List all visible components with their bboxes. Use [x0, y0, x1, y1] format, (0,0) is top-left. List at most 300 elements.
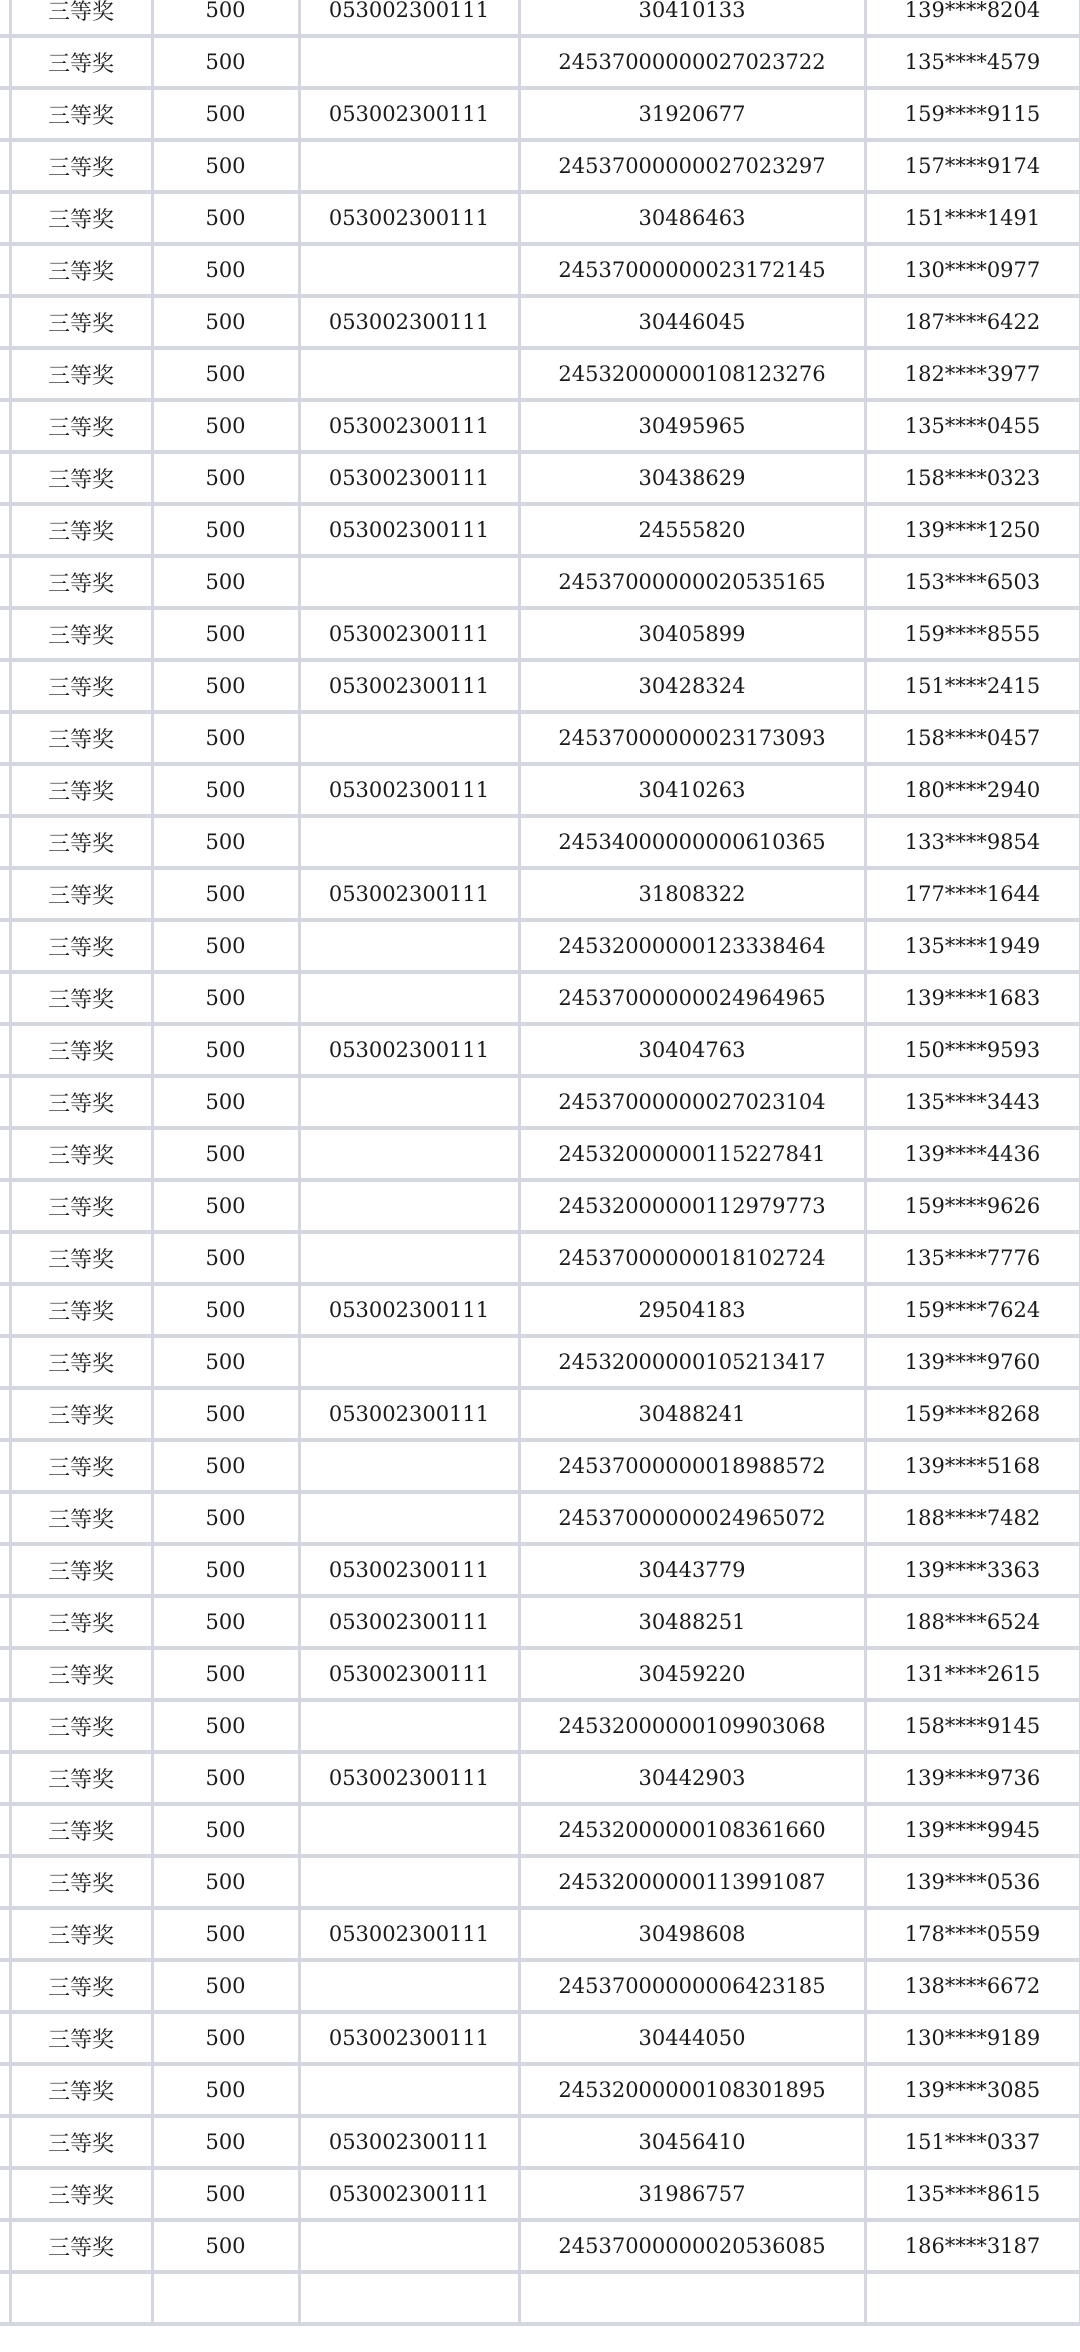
phone-cell: 158****0323	[865, 452, 1080, 504]
row-edge-cell	[0, 868, 10, 920]
table-row	[0, 2116, 1080, 2168]
row-edge-cell	[0, 140, 10, 192]
table-row	[0, 660, 1080, 712]
row-edge-cell	[0, 2220, 10, 2272]
ticket-number-cell: 24537000000027023297	[519, 140, 865, 192]
table-row	[0, 816, 1080, 868]
ticket-number-cell: 24532000000108123276	[519, 348, 865, 400]
row-edge-cell	[0, 1492, 10, 1544]
row-edge-cell	[0, 1232, 10, 1284]
code-cell: 053002300111	[299, 1596, 519, 1648]
row-edge-cell	[0, 1388, 10, 1440]
prize-level-cell: 三等奖	[10, 1544, 152, 1596]
phone-cell: 139****8204	[865, 0, 1080, 36]
code-cell	[299, 920, 519, 972]
table-row	[0, 452, 1080, 504]
amount-cell: 500	[152, 2116, 299, 2168]
ticket-number-cell: 30405899	[519, 608, 865, 660]
code-cell	[299, 1700, 519, 1752]
amount-cell: 500	[152, 972, 299, 1024]
row-edge-cell	[0, 1700, 10, 1752]
table-row	[0, 1700, 1080, 1752]
ticket-number-cell: 24537000000023172145	[519, 244, 865, 296]
phone-cell: 130****0977	[865, 244, 1080, 296]
code-cell	[299, 1076, 519, 1128]
code-cell	[299, 2220, 519, 2272]
table-row	[0, 2064, 1080, 2116]
prize-level-cell: 三等奖	[10, 764, 152, 816]
code-cell	[299, 36, 519, 88]
phone-cell: 159****8268	[865, 1388, 1080, 1440]
phone-cell: 188****7482	[865, 1492, 1080, 1544]
amount-cell: 500	[152, 452, 299, 504]
phone-cell: 139****1250	[865, 504, 1080, 556]
amount-cell: 500	[152, 296, 299, 348]
code-cell: 053002300111	[299, 608, 519, 660]
phone-cell: 159****7624	[865, 1284, 1080, 1336]
prize-level-cell: 三等奖	[10, 36, 152, 88]
ticket-number-cell: 30410263	[519, 764, 865, 816]
phone-cell: 158****9145	[865, 1700, 1080, 1752]
phone-cell: 177****1644	[865, 868, 1080, 920]
phone-cell: 186****3187	[865, 2220, 1080, 2272]
code-cell: 053002300111	[299, 1024, 519, 1076]
code-cell: 053002300111	[299, 2012, 519, 2064]
table-row	[0, 1908, 1080, 1960]
ticket-number-cell: 30438629	[519, 452, 865, 504]
ticket-number-cell: 30456410	[519, 2116, 865, 2168]
phone-cell: 139****0536	[865, 1856, 1080, 1908]
prize-level-cell: 三等奖	[10, 2168, 152, 2220]
prize-level-cell: 三等奖	[10, 972, 152, 1024]
prize-level-cell: 三等奖	[10, 920, 152, 972]
code-cell	[299, 712, 519, 764]
row-edge-cell	[0, 1128, 10, 1180]
prize-level-cell: 三等奖	[10, 400, 152, 452]
phone-cell: 157****9174	[865, 140, 1080, 192]
row-edge-cell	[0, 2064, 10, 2116]
row-edge-cell	[0, 1752, 10, 1804]
ticket-number-cell: 24537000000027023722	[519, 36, 865, 88]
table-row	[0, 764, 1080, 816]
amount-cell: 500	[152, 0, 299, 36]
prize-level-cell: 三等奖	[10, 0, 152, 36]
row-edge-cell	[0, 504, 10, 556]
phone-cell: 133****9854	[865, 816, 1080, 868]
code-cell: 053002300111	[299, 1544, 519, 1596]
prize-level-cell: 三等奖	[10, 1492, 152, 1544]
prize-level-cell: 三等奖	[10, 348, 152, 400]
row-edge-cell	[0, 88, 10, 140]
ticket-number-cell: 24532000000108361660	[519, 1804, 865, 1856]
amount-cell: 500	[152, 348, 299, 400]
amount-cell: 500	[152, 400, 299, 452]
row-edge-cell	[0, 1336, 10, 1388]
prize-level-cell: 三等奖	[10, 1700, 152, 1752]
amount-cell: 500	[152, 1960, 299, 2012]
table-row	[0, 1128, 1080, 1180]
ticket-number-cell: 24537000000023173093	[519, 712, 865, 764]
prize-level-cell: 三等奖	[10, 2220, 152, 2272]
prize-level-cell: 三等奖	[10, 244, 152, 296]
row-edge-cell	[0, 400, 10, 452]
amount-cell: 500	[152, 660, 299, 712]
prize-level-cell: 三等奖	[10, 868, 152, 920]
amount-cell: 500	[152, 556, 299, 608]
table-row	[0, 1960, 1080, 2012]
table-row	[0, 504, 1080, 556]
ticket-number-cell: 30488241	[519, 1388, 865, 1440]
phone-cell: 139****9760	[865, 1336, 1080, 1388]
ticket-number-cell: 30444050	[519, 2012, 865, 2064]
code-cell	[299, 348, 519, 400]
amount-cell: 500	[152, 1284, 299, 1336]
ticket-number-cell: 30410133	[519, 0, 865, 36]
amount-cell: 500	[152, 816, 299, 868]
ticket-number-cell: 31920677	[519, 88, 865, 140]
row-edge-cell	[0, 0, 10, 36]
prize-level-cell: 三等奖	[10, 2064, 152, 2116]
row-edge-cell	[0, 2012, 10, 2064]
prize-level-cell: 三等奖	[10, 712, 152, 764]
code-cell: 053002300111	[299, 504, 519, 556]
code-cell	[299, 1440, 519, 1492]
prize-level-cell: 三等奖	[10, 88, 152, 140]
phone-cell: 131****2615	[865, 1648, 1080, 1700]
phone-cell: 159****9626	[865, 1180, 1080, 1232]
amount-cell: 500	[152, 1544, 299, 1596]
amount-cell: 500	[152, 1232, 299, 1284]
phone-cell: 138****6672	[865, 1960, 1080, 2012]
prize-level-cell: 三等奖	[10, 452, 152, 504]
row-edge-cell	[0, 556, 10, 608]
code-cell: 053002300111	[299, 1284, 519, 1336]
ticket-number-cell: 24555820	[519, 504, 865, 556]
amount-cell: 500	[152, 712, 299, 764]
table-row	[0, 244, 1080, 296]
code-cell	[299, 556, 519, 608]
row-edge-cell	[0, 36, 10, 88]
row-edge-cell	[0, 348, 10, 400]
table-row	[0, 556, 1080, 608]
row-edge-cell	[0, 660, 10, 712]
row-edge-cell	[0, 1596, 10, 1648]
prize-level-cell: 三等奖	[10, 192, 152, 244]
phone-cell: 150****9593	[865, 1024, 1080, 1076]
amount-cell: 500	[152, 1076, 299, 1128]
ticket-number-cell: 24532000000115227841	[519, 1128, 865, 1180]
prize-level-cell: 三等奖	[10, 1596, 152, 1648]
prize-level-cell: 三等奖	[10, 140, 152, 192]
amount-cell: 500	[152, 608, 299, 660]
amount-cell: 500	[152, 140, 299, 192]
code-cell	[299, 1492, 519, 1544]
ticket-number-cell	[519, 2272, 865, 2324]
prize-level-cell: 三等奖	[10, 1232, 152, 1284]
amount-cell: 500	[152, 2012, 299, 2064]
table-row	[0, 192, 1080, 244]
code-cell	[299, 1128, 519, 1180]
code-cell	[299, 1180, 519, 1232]
amount-cell: 500	[152, 1804, 299, 1856]
code-cell: 053002300111	[299, 1908, 519, 1960]
code-cell: 053002300111	[299, 88, 519, 140]
phone-cell: 187****6422	[865, 296, 1080, 348]
prize-level-cell: 三等奖	[10, 1856, 152, 1908]
table-row	[0, 868, 1080, 920]
table-row	[0, 920, 1080, 972]
code-cell: 053002300111	[299, 1752, 519, 1804]
code-cell	[299, 244, 519, 296]
row-edge-cell	[0, 712, 10, 764]
code-cell	[299, 972, 519, 1024]
ticket-number-cell: 30486463	[519, 192, 865, 244]
prize-level-cell: 三等奖	[10, 660, 152, 712]
phone-cell: 182****3977	[865, 348, 1080, 400]
ticket-number-cell: 30446045	[519, 296, 865, 348]
code-cell	[299, 1960, 519, 2012]
code-cell: 053002300111	[299, 764, 519, 816]
phone-cell: 151****1491	[865, 192, 1080, 244]
ticket-number-cell: 30442903	[519, 1752, 865, 1804]
row-edge-cell	[0, 764, 10, 816]
row-edge-cell	[0, 296, 10, 348]
table-row	[0, 400, 1080, 452]
prize-level-cell: 三等奖	[10, 1284, 152, 1336]
prize-level-cell: 三等奖	[10, 1024, 152, 1076]
amount-cell: 500	[152, 1336, 299, 1388]
row-edge-cell	[0, 1648, 10, 1700]
table-row	[0, 1180, 1080, 1232]
amount-cell: 500	[152, 1492, 299, 1544]
amount-cell: 500	[152, 244, 299, 296]
phone-cell: 139****9736	[865, 1752, 1080, 1804]
ticket-number-cell: 24537000000018988572	[519, 1440, 865, 1492]
ticket-number-cell: 24537000000006423185	[519, 1960, 865, 2012]
code-cell: 053002300111	[299, 660, 519, 712]
phone-cell: 151****0337	[865, 2116, 1080, 2168]
table-row	[0, 36, 1080, 88]
table-row	[0, 972, 1080, 1024]
phone-cell: 135****7776	[865, 1232, 1080, 1284]
row-edge-cell	[0, 1960, 10, 2012]
phone-cell: 188****6524	[865, 1596, 1080, 1648]
amount-cell: 500	[152, 1128, 299, 1180]
amount-cell: 500	[152, 88, 299, 140]
ticket-number-cell: 24537000000020536085	[519, 2220, 865, 2272]
table-row	[0, 712, 1080, 764]
phone-cell: 130****9189	[865, 2012, 1080, 2064]
ticket-number-cell: 24537000000024965072	[519, 1492, 865, 1544]
table-row	[0, 1284, 1080, 1336]
ticket-number-cell: 24537000000024964965	[519, 972, 865, 1024]
table-row	[0, 1076, 1080, 1128]
amount-cell: 500	[152, 868, 299, 920]
row-edge-cell	[0, 920, 10, 972]
amount-cell: 500	[152, 1388, 299, 1440]
phone-cell: 139****4436	[865, 1128, 1080, 1180]
ticket-number-cell: 30495965	[519, 400, 865, 452]
code-cell	[299, 2272, 519, 2324]
amount-cell: 500	[152, 1440, 299, 1492]
table-row	[0, 0, 1080, 36]
amount-cell	[152, 2272, 299, 2324]
table-row	[0, 1596, 1080, 1648]
code-cell: 053002300111	[299, 296, 519, 348]
prize-level-cell: 三等奖	[10, 2012, 152, 2064]
code-cell: 053002300111	[299, 0, 519, 36]
ticket-number-cell: 24532000000113991087	[519, 1856, 865, 1908]
code-cell	[299, 2064, 519, 2116]
phone-cell: 135****8615	[865, 2168, 1080, 2220]
table-row	[0, 348, 1080, 400]
table-row	[0, 1544, 1080, 1596]
ticket-number-cell: 24532000000109903068	[519, 1700, 865, 1752]
table-row	[0, 1492, 1080, 1544]
ticket-number-cell: 24532000000108301895	[519, 2064, 865, 2116]
ticket-number-cell: 31986757	[519, 2168, 865, 2220]
phone-cell: 139****1683	[865, 972, 1080, 1024]
row-edge-cell	[0, 1544, 10, 1596]
phone-cell: 159****9115	[865, 88, 1080, 140]
amount-cell: 500	[152, 504, 299, 556]
ticket-number-cell: 29504183	[519, 1284, 865, 1336]
code-cell	[299, 1336, 519, 1388]
row-edge-cell	[0, 972, 10, 1024]
amount-cell: 500	[152, 192, 299, 244]
phone-cell: 158****0457	[865, 712, 1080, 764]
row-edge-cell	[0, 244, 10, 296]
phone-cell: 135****3443	[865, 1076, 1080, 1128]
table-row	[0, 1336, 1080, 1388]
code-cell: 053002300111	[299, 868, 519, 920]
prize-level-cell: 三等奖	[10, 1960, 152, 2012]
code-cell	[299, 1804, 519, 1856]
row-edge-cell	[0, 1856, 10, 1908]
code-cell: 053002300111	[299, 2116, 519, 2168]
phone-cell: 180****2940	[865, 764, 1080, 816]
prize-level-cell: 三等奖	[10, 1388, 152, 1440]
amount-cell: 500	[152, 1908, 299, 1960]
table-row	[0, 1804, 1080, 1856]
ticket-number-cell: 24532000000112979773	[519, 1180, 865, 1232]
row-edge-cell	[0, 2272, 10, 2324]
prize-level-cell: 三等奖	[10, 1180, 152, 1232]
table-row	[0, 1388, 1080, 1440]
table-row	[0, 1232, 1080, 1284]
phone-cell: 178****0559	[865, 1908, 1080, 1960]
prize-level-cell: 三等奖	[10, 1440, 152, 1492]
code-cell: 053002300111	[299, 2168, 519, 2220]
ticket-number-cell: 30404763	[519, 1024, 865, 1076]
ticket-number-cell: 24537000000018102724	[519, 1232, 865, 1284]
row-edge-cell	[0, 1440, 10, 1492]
table-row	[0, 140, 1080, 192]
amount-cell: 500	[152, 2220, 299, 2272]
ticket-number-cell: 30498608	[519, 1908, 865, 1960]
row-edge-cell	[0, 608, 10, 660]
phone-cell: 139****3085	[865, 2064, 1080, 2116]
prize-level-cell: 三等奖	[10, 556, 152, 608]
amount-cell: 500	[152, 1752, 299, 1804]
amount-cell: 500	[152, 920, 299, 972]
phone-cell: 139****3363	[865, 1544, 1080, 1596]
code-cell	[299, 1856, 519, 1908]
table-row	[0, 296, 1080, 348]
prize-level-cell: 三等奖	[10, 816, 152, 868]
row-edge-cell	[0, 1804, 10, 1856]
amount-cell: 500	[152, 2064, 299, 2116]
code-cell	[299, 140, 519, 192]
phone-cell: 139****5168	[865, 1440, 1080, 1492]
prize-level-cell: 三等奖	[10, 1908, 152, 1960]
prize-level-cell: 三等奖	[10, 1076, 152, 1128]
code-cell: 053002300111	[299, 1388, 519, 1440]
code-cell	[299, 1232, 519, 1284]
amount-cell: 500	[152, 764, 299, 816]
row-edge-cell	[0, 1076, 10, 1128]
row-edge-cell	[0, 1180, 10, 1232]
ticket-number-cell: 30459220	[519, 1648, 865, 1700]
table-row	[0, 1752, 1080, 1804]
prize-level-cell: 三等奖	[10, 1648, 152, 1700]
phone-cell: 139****9945	[865, 1804, 1080, 1856]
row-edge-cell	[0, 192, 10, 244]
ticket-number-cell: 31808322	[519, 868, 865, 920]
ticket-number-cell: 24532000000123338464	[519, 920, 865, 972]
prize-level-cell: 三等奖	[10, 296, 152, 348]
table-row	[0, 1024, 1080, 1076]
ticket-number-cell: 24537000000027023104	[519, 1076, 865, 1128]
ticket-number-cell: 30428324	[519, 660, 865, 712]
ticket-number-cell: 30488251	[519, 1596, 865, 1648]
table-row	[0, 1440, 1080, 1492]
row-edge-cell	[0, 2116, 10, 2168]
table-row	[0, 2220, 1080, 2272]
amount-cell: 500	[152, 1700, 299, 1752]
table-row	[0, 2012, 1080, 2064]
phone-cell: 135****0455	[865, 400, 1080, 452]
table-row	[0, 88, 1080, 140]
row-edge-cell	[0, 2168, 10, 2220]
prize-level-cell: 三等奖	[10, 1752, 152, 1804]
phone-cell: 151****2415	[865, 660, 1080, 712]
amount-cell: 500	[152, 1856, 299, 1908]
prize-level-cell: 三等奖	[10, 2116, 152, 2168]
amount-cell: 500	[152, 1596, 299, 1648]
prize-level-cell: 三等奖	[10, 504, 152, 556]
amount-cell: 500	[152, 2168, 299, 2220]
table-row	[0, 608, 1080, 660]
ticket-number-cell: 24534000000000610365	[519, 816, 865, 868]
row-edge-cell	[0, 1284, 10, 1336]
row-edge-cell	[0, 816, 10, 868]
ticket-number-cell: 24532000000105213417	[519, 1336, 865, 1388]
prize-level-cell: 三等奖	[10, 1336, 152, 1388]
phone-cell: 135****4579	[865, 36, 1080, 88]
prize-level-cell: 三等奖	[10, 1128, 152, 1180]
table-row	[0, 2272, 1080, 2324]
prize-level-cell	[10, 2272, 152, 2324]
code-cell: 053002300111	[299, 1648, 519, 1700]
row-edge-cell	[0, 452, 10, 504]
phone-cell: 135****1949	[865, 920, 1080, 972]
row-edge-cell	[0, 1024, 10, 1076]
ticket-number-cell: 24537000000020535165	[519, 556, 865, 608]
row-edge-cell	[0, 1908, 10, 1960]
code-cell: 053002300111	[299, 400, 519, 452]
ticket-number-cell: 30443779	[519, 1544, 865, 1596]
